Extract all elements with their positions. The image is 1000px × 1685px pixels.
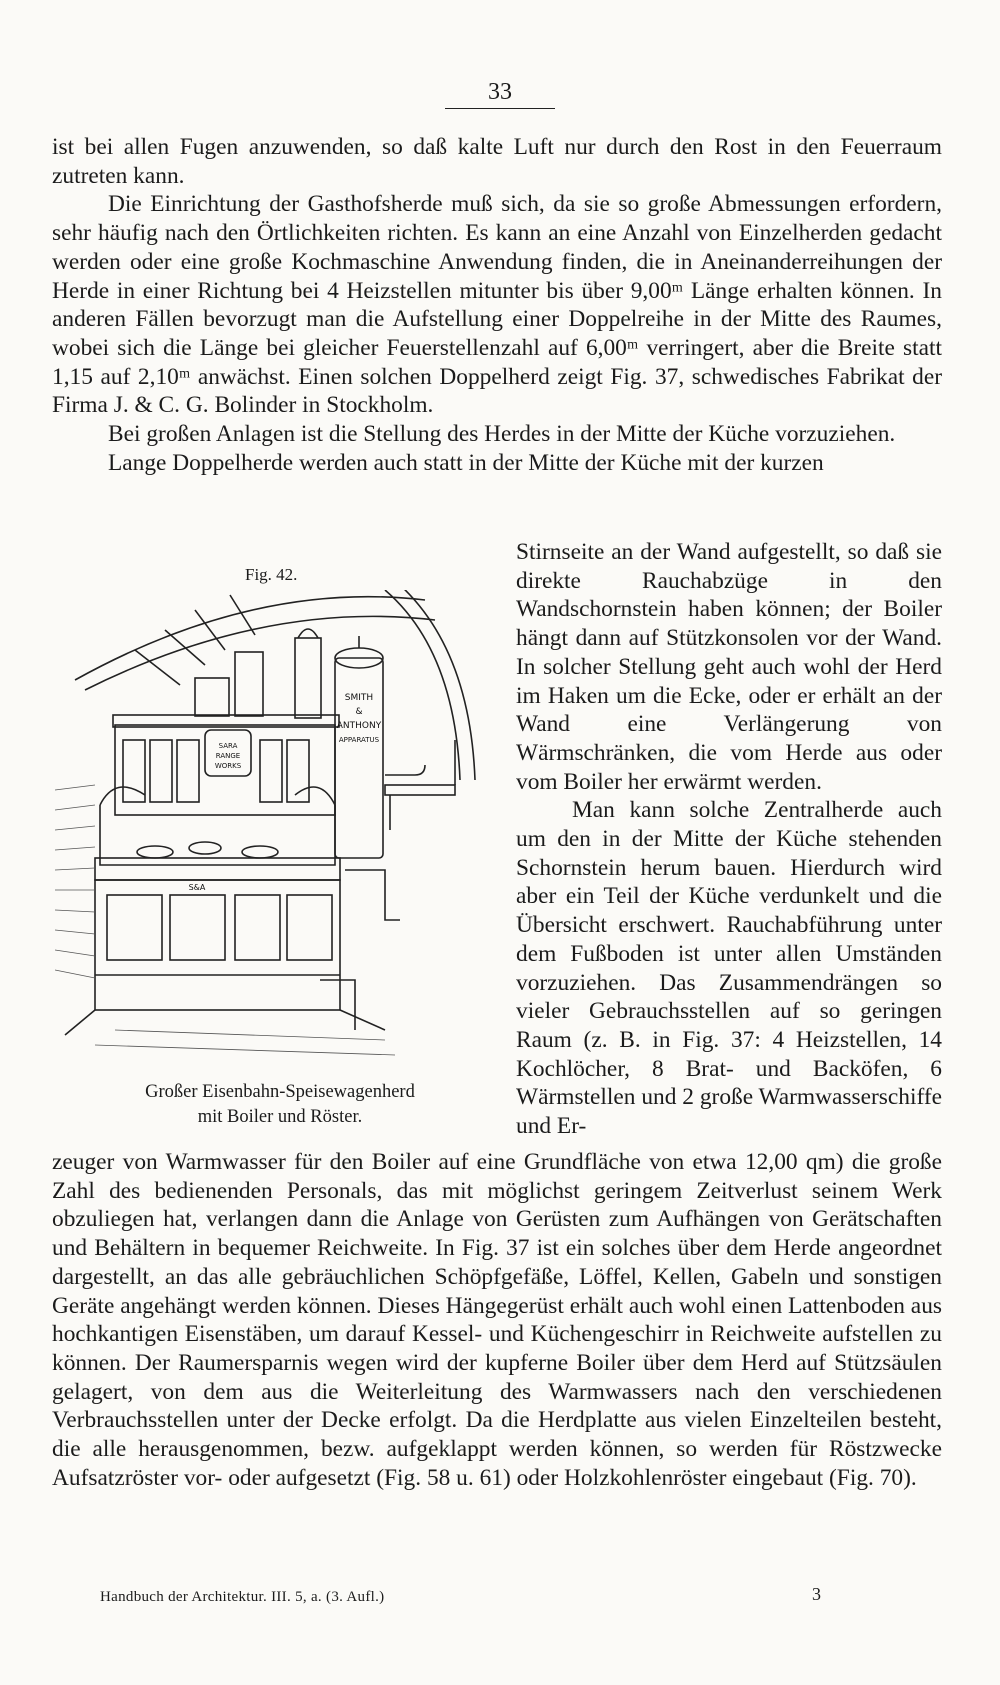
boiler-text-4: APPARATUS <box>338 736 380 744</box>
door-badge-text: S&A <box>188 883 206 892</box>
paragraph-1: ist bei allen Fugen anzuwenden, so daß kalte Luft nur durch den Rost in den Feuerraum zutreten kann. <box>52 134 942 189</box>
boiler-text-3: ANTHONY <box>336 721 382 731</box>
plate-text-1: SARA <box>218 742 238 750</box>
paragraph-2: Die Einrichtung der Gasthofsherde muß sich, da sie so große Abmessungen erfordern, sehr häufig nach den Örtlichkeiten richten. Es kann an eine Anzahl von Einzelherden gedacht werden oder eine große Kochmaschine Anwendung finden, die in Aneinanderreihungen der Herde in einer Richtung bei 4 Heizstellen mitunter bis über 9,00ᵐ Länge erhalten können. In anderen Fällen bevorzugt man die Aufstellung einer Doppelreihe in der Mitte des Raumes, wobei sich die Länge bei gleicher Feuerstellenzahl auf 6,00ᵐ verringert, aber die Breite statt 1,15 auf 2,10ᵐ anwächst. Einen solchen Doppelherd zeigt Fig. 37, schwedisches Fabrikat der Firma J. & C. G. Bolinder in Stockholm. <box>52 191 942 419</box>
top-text-block <box>52 133 942 477</box>
footer-signature-mark: 3 <box>812 1584 821 1604</box>
side-paragraph-2: Man kann solche Zentralherde auch um den in der Mitte der Küche stehenden Schornstein herum bauen. Hierdurch wird aber ein Teil der Küche verdunkelt und die Übersicht erschwert. Rauchabführung unter dem Fußboden ist unter allen Umständen vorzuziehen. Das Zusammendrängen so vieler Gebrauchsstellen auf so geringen Raum (z. B. in Fig. 37: 4 Heizstellen, 14 Kochlöcher, 8 Brat- und Backöfen, 6 Wärmstellen und 2 große Warmwasserschiffe und Er- <box>516 797 942 1140</box>
figure-label: Fig. 42. <box>245 565 298 584</box>
side-paragraph-1: Stirnseite an der Wand aufgestellt, so daß sie direkte Rauchabzüge in den Wandschornstein haben können; der Boiler hängt dann auf Stützkonsolen vor der Wand. In solcher Stellung geht auch wohl der Herd im Haken um die Ecke, oder er erhält an der Wand eine Verlängerung von Wärmschränken, die vom Herde aus oder vom Boiler her erwärmt werden. <box>516 539 942 795</box>
plate-text-2: RANGE <box>215 752 241 760</box>
caption-line-2: mit Boiler und Röster. <box>197 1107 363 1127</box>
side-text-block <box>516 538 942 1141</box>
paragraph-4: Lange Doppelherde werden auch statt in der Mitte der Küche mit der kurzen <box>108 449 824 476</box>
paragraph-3: Bei großen Anlagen ist die Stellung des Herdes in der Mitte der Küche vorzuziehen. <box>108 421 896 448</box>
boiler-text-2: & <box>355 707 363 717</box>
page-number: 33 <box>445 78 555 109</box>
figure-caption <box>100 1080 460 1130</box>
footer-book-title: Handbuch der Architektur. III. 5, a. (3. Aufl.) <box>100 1589 385 1605</box>
bottom-paragraph: zeuger von Warmwasser für den Boiler auf eine Grundfläche von etwa 12,00 qm) die große Zahl des bedienenden Personals, das mit möglichst geringem Zeitverlust seinem Werk obzuliegen hat, verlangen dann die Anlage von Gerüsten zum Aufhängen von Gerätschaften und Behältern in bequemer Reichweite. In Fig. 37 ist ein solches über dem Herde angeordnet dargestellt, an das alle gebräuchlichen Schöpfgefäße, Löffel, Kellen, Gabeln und sonstigen Geräte angehängt werden können. Dieses Hängegerüst erhält auch wohl einen Lattenboden aus hochkantigen Eisenstäben, um darauf Kessel- und Küchengeschirr in Reichweite aufstellen zu können. Der Raumersparnis wegen wird der kupferne Boiler über dem Herd auf Stützsäulen gelagert, von dem aus die Weiterleitung des Warmwassers nach den verschiedenen Verbrauchsstellen unter der Decke erfolgt. Da die Herdplatte aus vielen Einzelteilen besteht, die alle herausgenommen, bezw. aufgeklappt werden können, so werden für Röstzwecke Aufsatzröster vor- oder aufgesetzt (Fig. 58 u. 61) oder Holzkohlenröster eingebaut (Fig. 70). <box>52 1149 942 1491</box>
figure-illustration <box>55 590 495 1070</box>
plate-text-3: WORKS <box>214 762 242 770</box>
boiler-text-1: SMITH <box>344 693 374 703</box>
bottom-text-block <box>52 1148 942 1492</box>
caption-line-1: Großer Eisenbahn-Speisewagenherd <box>145 1082 415 1102</box>
